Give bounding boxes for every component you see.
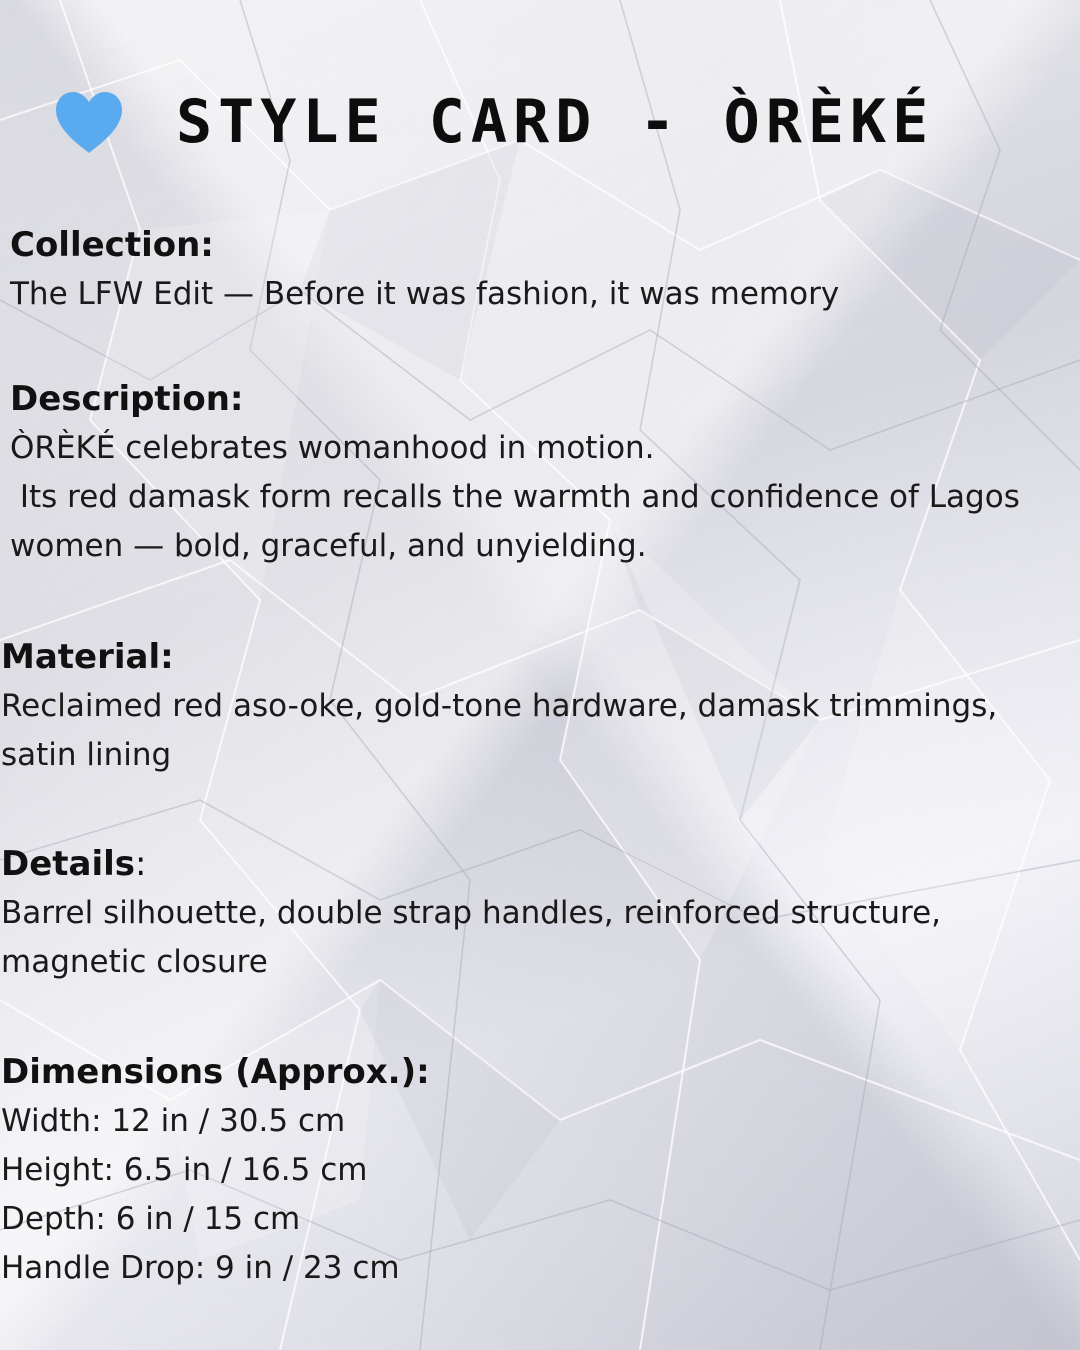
description-line: Its red damask form recalls the warmth and confidence of Lagos bbox=[10, 479, 1020, 515]
card-header bbox=[52, 86, 1052, 158]
details-line: Barrel silhouette, double strap handles, reinforced structure, bbox=[1, 895, 941, 931]
description-line: ÒRÈKÉ celebrates womanhood in motion. bbox=[10, 430, 655, 466]
dimensions-label: Dimensions (Approx.): bbox=[1, 1052, 430, 1092]
dimensions-section bbox=[1, 1047, 1076, 1293]
details-line: magnetic closure bbox=[1, 944, 268, 980]
description-section bbox=[10, 374, 1080, 571]
collection-label: Collection: bbox=[10, 225, 214, 265]
material-line: satin lining bbox=[1, 737, 172, 773]
details-label: Details bbox=[1, 844, 136, 884]
material-label: Material: bbox=[1, 637, 174, 677]
dimension-line: Height: 6.5 in / 16.5 cm bbox=[1, 1152, 368, 1188]
material-section bbox=[1, 632, 1076, 780]
heart-icon bbox=[52, 89, 126, 155]
description-label: Description: bbox=[10, 379, 244, 419]
dimension-line: Width: 12 in / 30.5 cm bbox=[1, 1103, 346, 1139]
material-line: Reclaimed red aso-oke, gold-tone hardware, damask trimmings, bbox=[1, 688, 998, 724]
collection-section bbox=[10, 220, 1080, 319]
details-colon: : bbox=[135, 844, 147, 884]
page-title: STYLE CARD - ÒRÈKÉ bbox=[176, 87, 935, 157]
dimension-line: Depth: 6 in / 15 cm bbox=[1, 1201, 301, 1237]
description-line: women — bold, graceful, and unyielding. bbox=[10, 528, 647, 564]
details-section bbox=[1, 839, 1076, 987]
dimension-line: Handle Drop: 9 in / 23 cm bbox=[1, 1250, 400, 1286]
collection-text: The LFW Edit — Before it was fashion, it was memory bbox=[10, 276, 840, 312]
details-heading bbox=[1, 839, 1076, 889]
